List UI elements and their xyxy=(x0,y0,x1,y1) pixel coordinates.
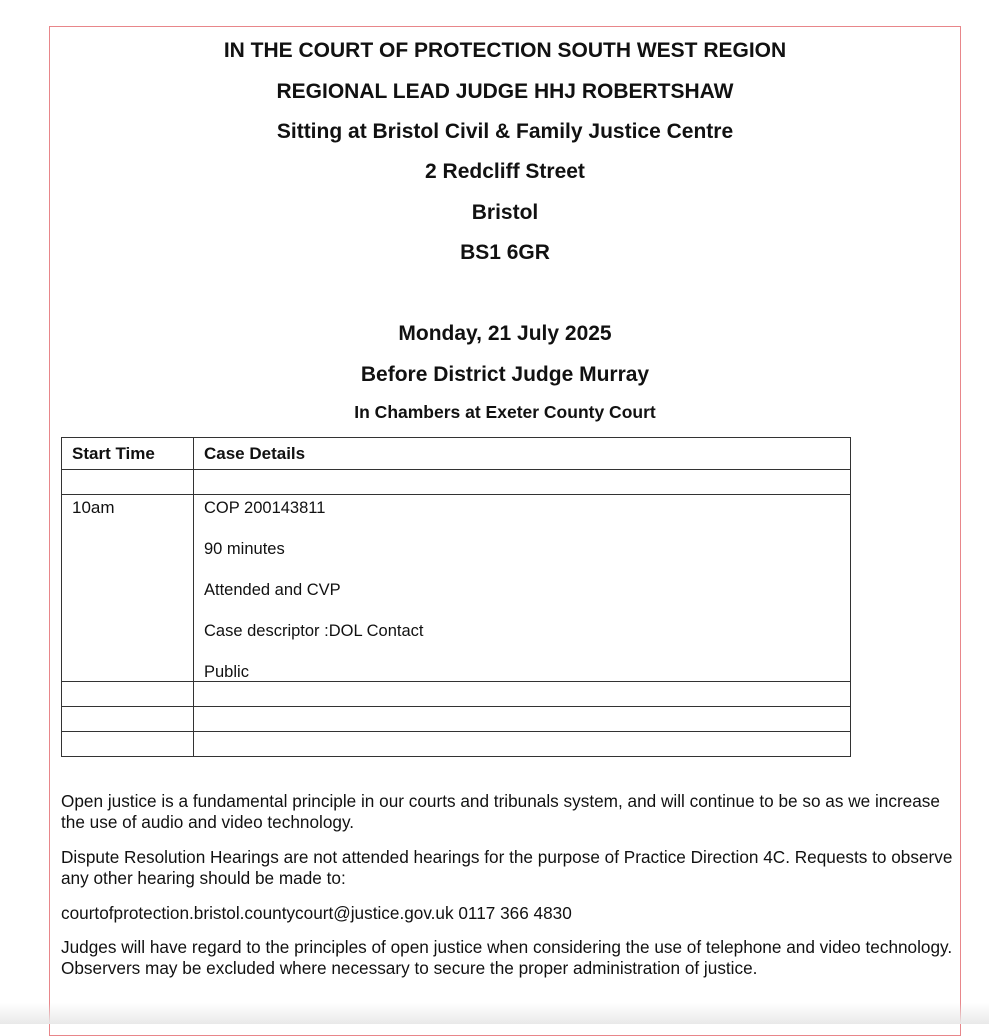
case-details-cell xyxy=(194,495,851,682)
column-header-start-time: Start Time xyxy=(62,438,194,470)
case-descriptor: Case descriptor :DOL Contact xyxy=(204,622,424,640)
table-row-empty xyxy=(62,470,851,495)
table-row xyxy=(62,495,851,682)
judges-regard-paragraph: Judges will have regard to the principles of open justice when considering the use of telephone and video technology. Observers may be excluded where necessary to secure the proper administration of justice. xyxy=(61,937,953,978)
table-row-empty xyxy=(62,682,851,707)
hearing-table xyxy=(61,437,851,757)
judge-name: Before District Judge Murray xyxy=(360,363,650,386)
column-header-case-details: Case Details xyxy=(194,438,851,470)
contact-details: courtofprotection.bristol.countycourt@justice.gov.uk 0117 366 4830 xyxy=(61,903,572,923)
open-justice-paragraph: Open justice is a fundamental principle in our courts and tribunals system, and will continue to be so as we increase the use of audio and video technology. xyxy=(61,791,940,832)
case-access: Public xyxy=(204,663,249,681)
table-header-row xyxy=(62,438,851,470)
case-start-time: 10am xyxy=(62,495,194,682)
address-city: Bristol xyxy=(471,201,539,224)
lead-judge: REGIONAL LEAD JUDGE HHJ ROBERTSHAW xyxy=(276,80,734,103)
hearing-date: Monday, 21 July 2025 xyxy=(398,322,612,345)
address-street: 2 Redcliff Street xyxy=(425,160,585,183)
case-duration: 90 minutes xyxy=(204,540,285,558)
sitting-location: Sitting at Bristol Civil & Family Justice Centre xyxy=(276,120,734,143)
table-row-empty xyxy=(62,732,851,757)
court-title: IN THE COURT OF PROTECTION SOUTH WEST REGION xyxy=(223,39,787,62)
address-postcode: BS1 6GR xyxy=(460,241,550,264)
case-number: COP 200143811 xyxy=(204,499,326,517)
case-attendance: Attended and CVP xyxy=(204,581,341,599)
chambers-location: In Chambers at Exeter County Court xyxy=(354,402,656,422)
table-row-empty xyxy=(62,707,851,732)
dispute-resolution-paragraph: Dispute Resolution Hearings are not attended hearings for the purpose of Practice Direction 4C. Requests to observe any other hearing should be made to: xyxy=(61,847,953,888)
bottom-shadow xyxy=(0,1003,989,1024)
